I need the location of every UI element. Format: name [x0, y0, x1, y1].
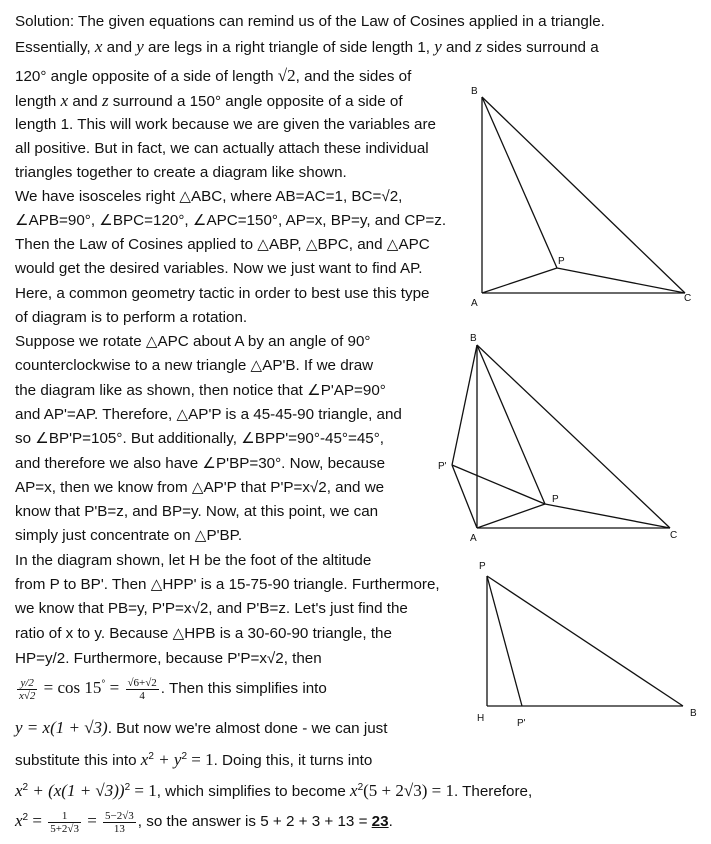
diagram-rotation: [434, 330, 684, 545]
text-line-14: Suppose we rotate △APC about A by an angle of 90°: [15, 333, 371, 350]
segment-ap: [482, 268, 557, 293]
diagram-triangle-pbpprime: [470, 556, 705, 731]
segment-cp: [545, 504, 670, 528]
text-line-13: of diagram is to perform a rotation.: [15, 309, 248, 326]
text-line-31: $x^2 + (x(1 + √3))^2 = 1$, which simplifies to become $x^2(5 + 2√3) = 1$. Therefore,: [15, 781, 533, 801]
label-p-prime: P': [438, 461, 447, 472]
text-line-25: we know that PB=y, P'P=x√2, and P'B=z. Let's just find the: [15, 600, 408, 617]
text-line-27: HP=y/2. Furthermore, because P'P=x√2, then: [15, 650, 322, 667]
label-b: B: [470, 333, 477, 344]
final-answer: 23: [371, 813, 389, 831]
text-line-10: Then the Law of Cosines applied to △ABP, △BPC, and △APC: [15, 236, 430, 253]
fraction-1-over-5plus2root3: $\frac{1}{5+2√3}$: [50, 809, 79, 835]
text-line-15: counterclockwise to a new triangle △AP'B. If we draw: [15, 357, 374, 374]
text-line-26: ratio of x to y. Because △HPB is a 30-60-90 triangle, the: [15, 625, 392, 642]
segment-ap: [477, 504, 545, 528]
segment-bc: [482, 97, 685, 293]
fraction-root6-plus-root2-over-4: $\frac{√6+√2}{4}$: [127, 676, 157, 702]
text-line-17: and AP'=AP. Therefore, △AP'P is a 45-45-90 triangle, and: [15, 406, 402, 423]
equation-line-cos15: $\frac{y/2}{x√2}$ = cos 15° = $\frac{√6+√2}{4}$ . Then this simplifies into: [19, 676, 327, 702]
text-line-16: the diagram like as shown, then notice that ∠P'AP=90°: [15, 382, 386, 399]
diagram-triangle-abc-with-p: [462, 82, 702, 312]
text-line-4: length x and z surround a 150° angle opposite of a side of: [15, 91, 403, 110]
equation-line-y-equals: y = x(1 + √3). But now we're almost done - we can just: [15, 718, 388, 737]
text-line-19: and therefore we also have ∠P'BP=30°. Now, because: [15, 455, 386, 472]
text-line-6: all positive. But in fact, we can actually attach these individual: [15, 140, 429, 157]
segment-cp: [557, 268, 685, 293]
text-line-12: Here, a common geometry tactic in order to best use this type: [15, 285, 430, 302]
text-line-3: 120° angle opposite of a side of length √2, and the sides of: [15, 66, 412, 85]
text-line-1: Solution: The given equations can remind us of the Law of Cosines applied in a triangle.: [15, 13, 605, 30]
label-p: P: [558, 256, 565, 267]
label-h: H: [477, 713, 485, 724]
segment-bc: [477, 345, 670, 528]
label-b: B: [471, 86, 478, 97]
segment-pprime-b: [452, 345, 477, 465]
text-line-30: substitute this into $x^2 + y^2 = 1$. Doing this, it turns into: [15, 750, 373, 770]
text-line-9: ∠APB=90°, ∠BPC=120°, ∠APC=150°, AP=x, BP=y, and CP=z.: [15, 212, 447, 229]
text-line-22: simply just concentrate on △P'BP.: [15, 527, 243, 544]
text-line-2: Essentially, x and y are legs in a right triangle of side length 1, y and z sides surround a: [15, 37, 599, 56]
label-p: P: [479, 561, 486, 572]
text-line-18: so ∠BP'P=105°. But additionally, ∠BPP'=90°-45°=45°,: [15, 430, 385, 447]
label-p-prime: P': [517, 718, 526, 729]
text-line-32: $x^2$ = $\frac{1}{5+2√3}$ = $\frac{5-2√3}{13}$ , so the answer is 5 + 2 + 3 + 13 = 23.: [15, 809, 393, 835]
text-line-21: know that P'B=z, and BP=y. Now, at this point, we can: [15, 503, 379, 520]
label-b: B: [690, 708, 697, 719]
fraction-y2-over-x-root2: $\frac{y/2}{x√2}$: [19, 676, 36, 702]
text-line-23: In the diagram shown, let H be the foot of the altitude: [15, 552, 372, 569]
label-c: C: [670, 530, 678, 541]
text-line-7: triangles together to create a diagram like shown.: [15, 164, 347, 181]
text-line-24: from P to BP'. Then △HPP' is a 15-75-90 triangle. Furthermore,: [15, 576, 440, 593]
text-line-8: We have isosceles right △ABC, where AB=AC=1, BC=√2,: [15, 188, 403, 205]
label-c: C: [684, 293, 692, 304]
text-line-5: length 1. This will work because we are given the variables are: [15, 116, 436, 133]
label-a: A: [470, 533, 477, 544]
label-a: A: [471, 298, 478, 309]
fraction-5minus2root3-over-13: $\frac{5-2√3}{13}$: [105, 809, 134, 835]
text-line-11: would get the desired variables. Now we just want to find AP.: [15, 260, 423, 277]
text-line-20: AP=x, then we know from △AP'P that P'P=x√2, and we: [15, 479, 385, 496]
segment-bp: [482, 97, 557, 268]
label-p: P: [552, 494, 559, 505]
